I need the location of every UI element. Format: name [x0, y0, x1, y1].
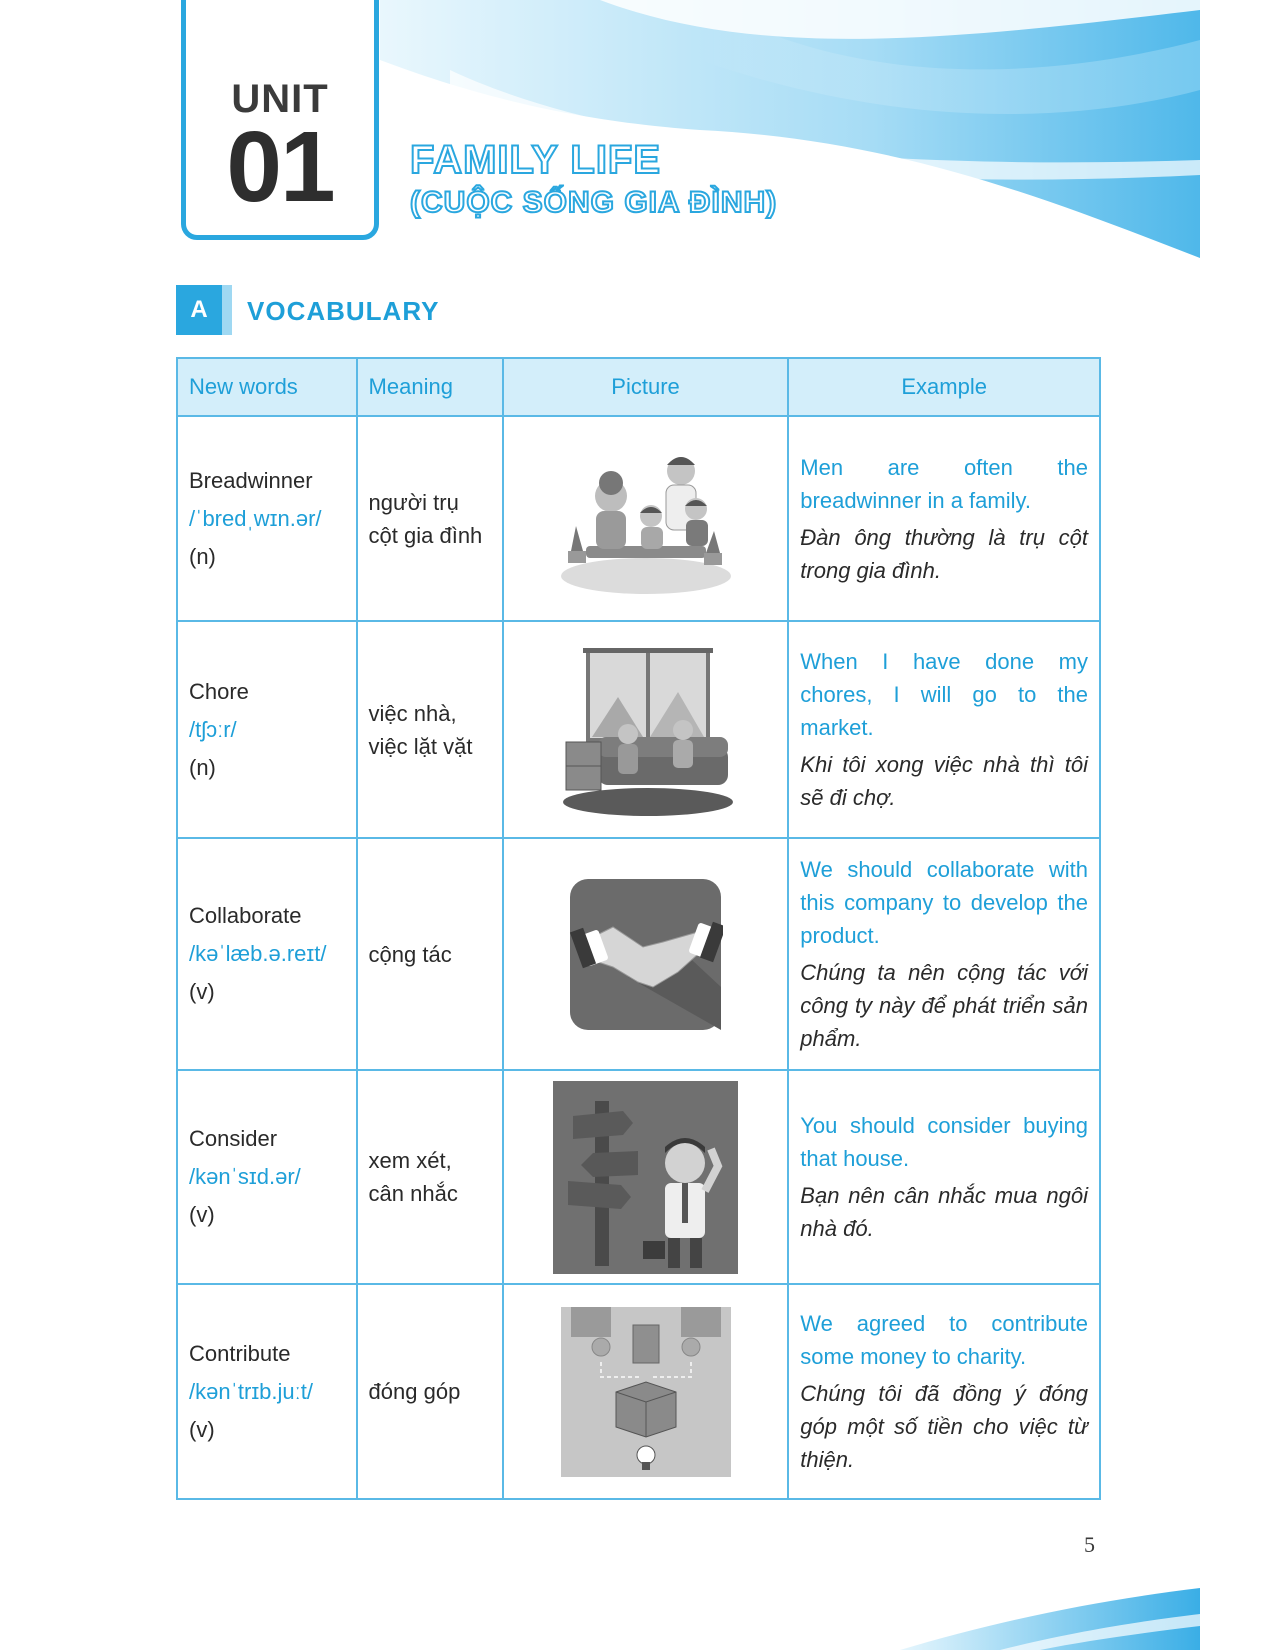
- word-cell: [177, 1070, 357, 1284]
- word-ipa: /ˈbredˌwɪn.ər/: [189, 505, 322, 531]
- word-pos: (n): [189, 543, 216, 569]
- family-illustration-icon: [556, 441, 736, 596]
- kids-living-room-illustration-icon: [558, 642, 733, 817]
- picture-cell: [503, 621, 788, 838]
- word-pos: (v): [189, 1416, 215, 1442]
- example-vietnamese: Chúng tôi đã đồng ý đóng góp một số tiền cho việc từ thiện.: [800, 1381, 1088, 1472]
- example-english: We should collaborate with this company to develop the product.: [800, 857, 1088, 948]
- word-pos: (v): [189, 979, 215, 1004]
- example-cell: [788, 838, 1100, 1070]
- meaning-cell: cộng tác: [357, 838, 503, 1070]
- confused-man-signpost-icon: [553, 1081, 738, 1274]
- unit-title-english: FAMILY LIFE: [410, 138, 662, 182]
- word: Collaborate: [189, 903, 302, 928]
- table-row: [177, 838, 1100, 1070]
- word: Breadwinner: [189, 467, 313, 493]
- picture-cell: [503, 1070, 788, 1284]
- header-meaning: Meaning: [357, 358, 503, 416]
- example-cell: [788, 1284, 1100, 1499]
- handshake-icon: [568, 877, 723, 1032]
- word-ipa: /kənˈsɪd.ər/: [189, 1164, 301, 1189]
- section-title: VOCABULARY: [247, 296, 440, 326]
- word: Chore: [189, 678, 249, 704]
- unit-badge: [181, 0, 379, 240]
- header-picture: Picture: [503, 358, 788, 416]
- unit-title-vietnamese: (CUỘC SỐNG GIA ĐÌNH): [410, 186, 778, 219]
- unit-number: 01: [226, 111, 334, 223]
- table-row: [177, 1284, 1100, 1499]
- example-english: We agreed to contribute some money to charity.: [800, 1311, 1088, 1369]
- table-row: [177, 1070, 1100, 1284]
- word: Consider: [189, 1126, 278, 1151]
- example-english: When I have done my chores, I will go to the market.: [800, 649, 1088, 740]
- vocabulary-table: [176, 357, 1101, 1500]
- picture-cell: [503, 416, 788, 621]
- word-cell: [177, 416, 357, 621]
- example-cell: [788, 621, 1100, 838]
- meaning-cell: người trụ cột gia đình: [357, 416, 503, 621]
- meaning-cell: xem xét, cân nhắc: [357, 1070, 503, 1284]
- table-row: [177, 621, 1100, 838]
- word-ipa: /kənˈtrɪb.juːt/: [189, 1378, 313, 1404]
- example-english: You should consider buying that house.: [800, 1113, 1088, 1171]
- table-header-row: [177, 358, 1100, 416]
- word-cell: [177, 838, 357, 1070]
- unit-label: UNIT: [231, 77, 329, 121]
- example-vietnamese: Đàn ông thường là trụ cột trong gia đình.: [800, 524, 1088, 583]
- section-letter-badge: A: [176, 285, 222, 335]
- example-vietnamese: Bạn nên cân nhắc mua ngôi nhà đó.: [800, 1183, 1088, 1241]
- word-pos: (n): [189, 754, 216, 780]
- word-ipa: /tʃɔːr/: [189, 716, 237, 742]
- meaning-cell: việc nhà, việc lặt vặt: [357, 621, 503, 838]
- word-cell: [177, 1284, 357, 1499]
- example-vietnamese: Khi tôi xong việc nhà thì tôi sẽ đi chợ.: [800, 752, 1088, 810]
- example-vietnamese: Chúng ta nên cộng tác với công ty này để phát triển sản phẩm.: [800, 960, 1088, 1051]
- example-cell: [788, 1070, 1100, 1284]
- section-badge-shade: [222, 285, 232, 335]
- word-cell: [177, 621, 357, 838]
- page-number: 5: [1084, 1532, 1095, 1557]
- table-row: [177, 416, 1100, 621]
- word-ipa: /kəˈlæb.ə.reɪt/: [189, 941, 327, 966]
- hands-donating-box-icon: [561, 1307, 731, 1477]
- footer-wave-decoration: [0, 1580, 1275, 1650]
- meaning-cell: đóng góp: [357, 1284, 503, 1499]
- example-english: Men are often the breadwinner in a family.: [800, 454, 1088, 513]
- example-cell: [788, 416, 1100, 621]
- picture-cell: [503, 838, 788, 1070]
- header-new-words: New words: [177, 358, 357, 416]
- word: Contribute: [189, 1340, 291, 1366]
- picture-cell: [503, 1284, 788, 1499]
- header-example: Example: [788, 358, 1100, 416]
- word-pos: (v): [189, 1202, 215, 1227]
